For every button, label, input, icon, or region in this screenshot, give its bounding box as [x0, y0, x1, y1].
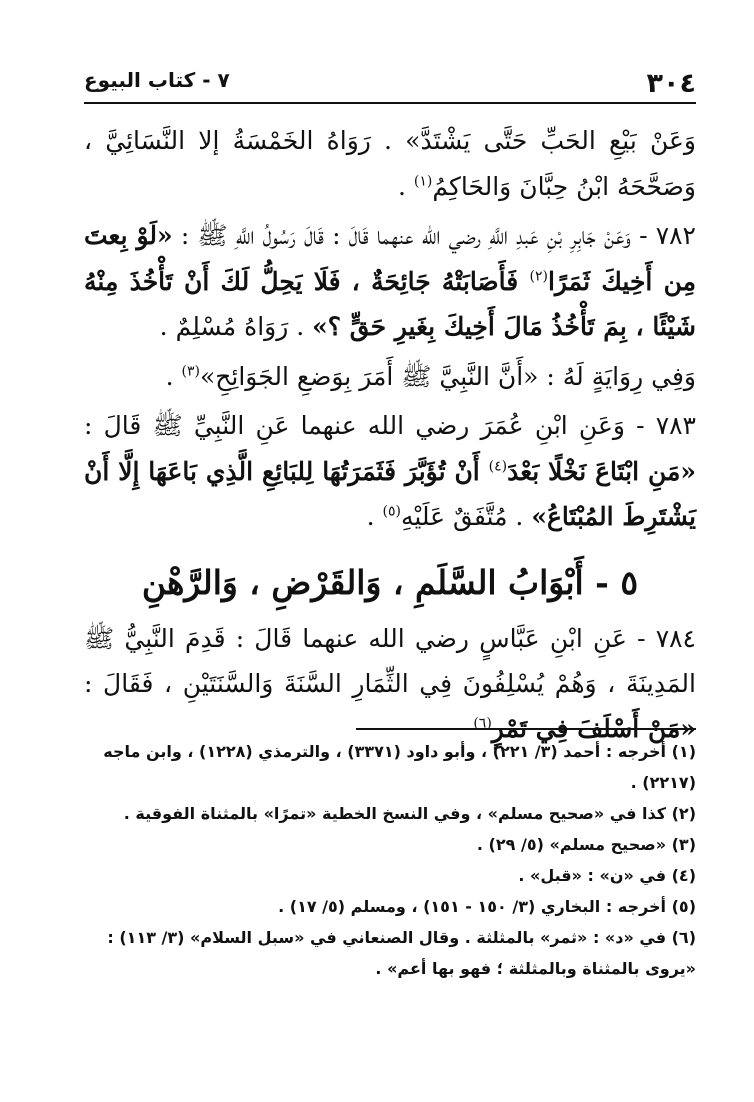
main-text: [84, 118, 696, 540]
hadith-intro: ٧٨٤ - عَنِ ابْنِ عَبَّاسٍ رضي الله عنهما قَالَ : قَدِمَ النَّبِيُّ ﷺ المَدِينَةَ ، وَهُمْ يُسْلِفُونَ فِي الثِّمَارِ السَّنَةَ وَالسَّنَتَيْنِ ، فَقَالَ :: [84, 624, 696, 698]
main-text-continued: [84, 616, 696, 751]
paragraph-1: [84, 118, 696, 209]
page-number: ٣٠٤: [646, 68, 696, 99]
section-heading: ٥ - أَبْوَابُ السَّلَمِ ، وَالقَرْضِ ، وَالرَّهْنِ: [141, 563, 639, 602]
hadith-intro: ٧٨٣ - وَعَنِ ابْنِ عُمَرَ رضي الله عنهما عَنِ النَّبِيِّ ﷺ قَالَ :: [84, 411, 696, 440]
footnote-6: (٦) في «د» : «ثمر» بالمثلثة . وقال الصنعاني في «سبل السلام» (٣/ ١١٣) : «يروى بالمثناة وبالمثلثة ؛ فهو بها أعم» .: [107, 928, 696, 978]
hadith-matn: «مَنِ ابْتَاعَ نَخْلًا بَعْدَ: [507, 456, 696, 486]
hadith-782: [84, 213, 696, 350]
footnote-2: (٢) كذا في «صحيح مسلم» ، وفي النسخ الخطية «تمرًا» بالمثناة الفوقية .: [123, 804, 696, 823]
riwaya-text: وَفِي رِوَايَةٍ لَهُ : «أَنَّ النَّبِيَّ ﷺ أَمَرَ بِوَضعِ الجَوَائِحِ»: [199, 361, 696, 391]
riwaya-paragraph: [84, 354, 696, 400]
footnote-1: (١) أخرجه : أحمد (٣/ ٢٢١) ، وأبو داود (٣٣٧١) ، والترمذي (١٢٢٨) ، وابن ماجه (٢٢١٧) .: [103, 742, 696, 792]
footnote-5: (٥) أخرجه : البخاري (٣/ ١٥٠ - ١٥١) ، ومسلم (٥/ ١٧) .: [278, 897, 696, 916]
footnote-ref: (٣): [181, 363, 200, 380]
hadith-matn: «لَوْ بِعتَ مِن أَخِيكَ ثَمَرًا: [84, 221, 696, 296]
hadith-matn: فَأَصَابَتْهُ جَائِحَةٌ ، فَلَا يَحِلُّ لَكَ أَنْ تَأْخُذَ مِنْهُ شَيْئًا ، بِمَ تَأْخُذُ مَالَ أَخِيكَ بِغَيرِ حَقٍّ ؟»: [84, 266, 696, 341]
hadith-end: .: [366, 502, 383, 531]
hadith-matn: أَنْ تُؤَبَّرَ فَثَمَرَتُهَا لِلبَائِعِ الَّذِي بَاعَهَا إِلَّا أَنْ يَشْتَرِطَ المُبْتَاعُ»: [84, 456, 696, 531]
chapter-title: ٧ - كتاب البيوع: [84, 68, 230, 92]
running-header: [84, 62, 696, 104]
hadith-784: [84, 616, 696, 751]
footnote-ref: (٤): [488, 458, 508, 475]
paragraph-text: .: [397, 171, 414, 201]
footnote-3: (٣) «صحيح مسلم» (٥/ ٢٩) .: [476, 835, 696, 854]
footnote-ref: (٦): [473, 715, 492, 732]
hadith-783: [84, 403, 696, 540]
footnote-divider: [356, 728, 696, 730]
footnote-ref: (١): [413, 173, 433, 190]
hadith-source: . مُتَّفَقٌ عَلَيْهِ: [400, 502, 532, 531]
footnote-ref: (٢): [529, 268, 548, 285]
footnotes: [84, 736, 696, 984]
footnote-ref: (٥): [382, 503, 401, 520]
hadith-intro: ٧٨٢ - وَعَنْ جَابِرِ بْنِ عَبدِ اللَّهِ رضي الله عنهما قَالَ : قَالَ رَسُولُ اللَّهِ ﷺ :: [172, 221, 696, 250]
riwaya-end: .: [165, 361, 182, 391]
hadith-source: . رَوَاهُ مُسْلِمٌ .: [159, 312, 313, 341]
paragraph-text: وَعَنْ بَيْعِ الحَبِّ حَتَّى يَشْتَدَّ» . رَوَاهُ الخَمْسَةُ إلا النَّسَائِيَّ ، وَصَحَّحَهُ ابْنُ حِبَّانَ وَالحَاكِمُ: [84, 126, 696, 201]
footnote-4: (٤) في «ن» : «قبل» .: [518, 866, 696, 885]
hadith-matn: «مَنْ أَسْلَفَ فِي تَمْرٍ: [491, 714, 696, 743]
